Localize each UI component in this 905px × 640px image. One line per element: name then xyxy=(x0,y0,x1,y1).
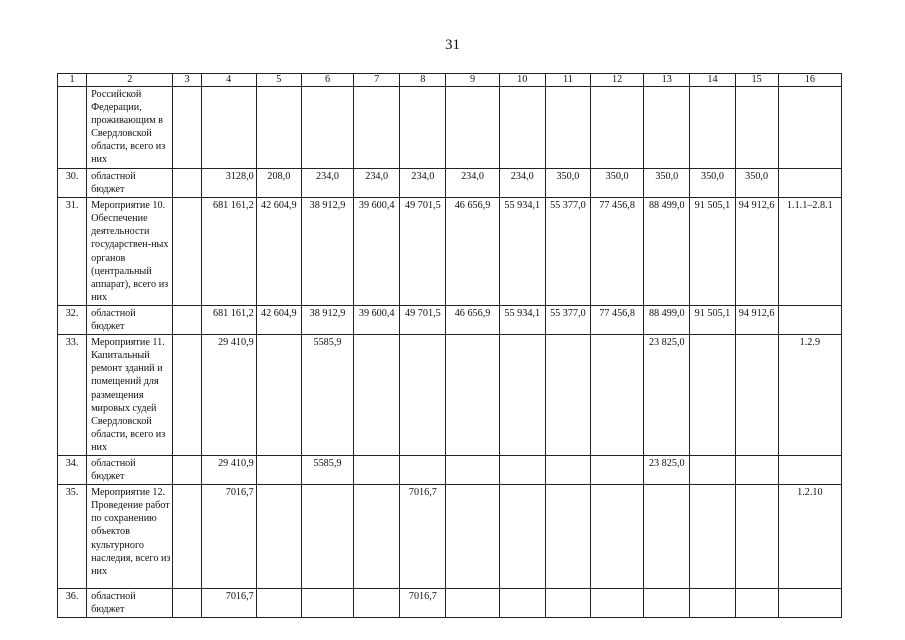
item-name-cell: областной бюджет xyxy=(87,455,173,484)
amount-cell xyxy=(201,87,256,169)
amount-cell: 49 701,5 xyxy=(400,305,446,334)
amount-cell: 49 701,5 xyxy=(400,198,446,306)
amount-cell xyxy=(735,87,778,169)
amount-cell: 7016,7 xyxy=(400,485,446,589)
amount-cell xyxy=(690,589,735,618)
column-header: 16 xyxy=(778,74,841,87)
amount-cell xyxy=(173,169,201,198)
budget-table xyxy=(57,73,842,618)
amount-cell: 42 604,9 xyxy=(256,198,301,306)
column-header: 5 xyxy=(256,74,301,87)
target-code-cell xyxy=(778,87,841,169)
amount-cell xyxy=(499,335,545,456)
column-header: 12 xyxy=(590,74,643,87)
amount-cell: 55 934,1 xyxy=(499,198,545,306)
target-code-cell xyxy=(778,169,841,198)
amount-cell: 7016,7 xyxy=(400,589,446,618)
amount-cell xyxy=(590,485,643,589)
amount-cell: 681 161,2 xyxy=(201,198,256,306)
table-row xyxy=(58,198,842,306)
amount-cell xyxy=(446,87,499,169)
amount-cell: 23 825,0 xyxy=(644,335,690,456)
amount-cell: 94 912,6 xyxy=(735,305,778,334)
amount-cell xyxy=(690,455,735,484)
page-number: 31 xyxy=(445,37,460,53)
amount-cell xyxy=(590,455,643,484)
amount-cell xyxy=(446,485,499,589)
amount-cell xyxy=(173,305,201,334)
amount-cell xyxy=(735,335,778,456)
amount-cell: 350,0 xyxy=(690,169,735,198)
table-row xyxy=(58,455,842,484)
amount-cell: 46 656,9 xyxy=(446,305,499,334)
amount-cell xyxy=(256,455,301,484)
amount-cell xyxy=(735,589,778,618)
row-number-cell: 36. xyxy=(58,589,87,618)
amount-cell: 77 456,8 xyxy=(590,305,643,334)
amount-cell xyxy=(690,335,735,456)
amount-cell xyxy=(301,485,353,589)
column-header: 11 xyxy=(545,74,590,87)
column-header: 9 xyxy=(446,74,499,87)
amount-cell: 208,0 xyxy=(256,169,301,198)
item-name-cell: Мероприятие 12. Проведение работ по сохранению объектов культурного наследия, всего из них xyxy=(87,485,173,589)
amount-cell xyxy=(256,335,301,456)
amount-cell xyxy=(354,455,400,484)
amount-cell xyxy=(446,335,499,456)
amount-cell: 55 377,0 xyxy=(545,305,590,334)
amount-cell xyxy=(256,589,301,618)
amount-cell: 88 499,0 xyxy=(644,305,690,334)
amount-cell: 55 934,1 xyxy=(499,305,545,334)
column-header: 1 xyxy=(58,74,87,87)
amount-cell xyxy=(173,455,201,484)
amount-cell: 234,0 xyxy=(499,169,545,198)
row-number-cell xyxy=(58,87,87,169)
table-row xyxy=(58,485,842,589)
amount-cell xyxy=(735,485,778,589)
item-name-cell: областной бюджет xyxy=(87,589,173,618)
table-row xyxy=(58,305,842,334)
column-number-row xyxy=(58,74,842,87)
amount-cell: 29 410,9 xyxy=(201,455,256,484)
amount-cell xyxy=(499,87,545,169)
amount-cell: 38 912,9 xyxy=(301,305,353,334)
amount-cell: 7016,7 xyxy=(201,589,256,618)
amount-cell xyxy=(400,455,446,484)
row-number-cell: 35. xyxy=(58,485,87,589)
amount-cell xyxy=(400,87,446,169)
amount-cell: 39 600,4 xyxy=(354,198,400,306)
amount-cell xyxy=(590,87,643,169)
amount-cell xyxy=(644,485,690,589)
item-name-cell: областной бюджет xyxy=(87,305,173,334)
table-row xyxy=(58,87,842,169)
amount-cell: 94 912,6 xyxy=(735,198,778,306)
amount-cell xyxy=(173,589,201,618)
amount-cell: 77 456,8 xyxy=(590,198,643,306)
amount-cell xyxy=(545,589,590,618)
amount-cell xyxy=(545,87,590,169)
amount-cell: 39 600,4 xyxy=(354,305,400,334)
item-name-cell: Мероприятие 11. Капитальный ремонт зданий и помещений для размещения мировых судей Свердловской области, всего из них xyxy=(87,335,173,456)
item-name-cell: Российской Федерации, проживающим в Свердловской области, всего из них xyxy=(87,87,173,169)
amount-cell: 46 656,9 xyxy=(446,198,499,306)
amount-cell: 5585,9 xyxy=(301,335,353,456)
amount-cell xyxy=(354,87,400,169)
column-header: 13 xyxy=(644,74,690,87)
target-code-cell: 1.2.9 xyxy=(778,335,841,456)
amount-cell xyxy=(644,589,690,618)
amount-cell xyxy=(590,589,643,618)
amount-cell: 42 604,9 xyxy=(256,305,301,334)
row-number-cell: 31. xyxy=(58,198,87,306)
item-name-cell: Мероприятие 10. Обеспечение деятельности государствен-ных органов (центральный аппарат), всего из них xyxy=(87,198,173,306)
amount-cell xyxy=(400,335,446,456)
column-header: 8 xyxy=(400,74,446,87)
amount-cell: 38 912,9 xyxy=(301,198,353,306)
amount-cell: 350,0 xyxy=(590,169,643,198)
table-row xyxy=(58,335,842,456)
column-header: 14 xyxy=(690,74,735,87)
amount-cell: 234,0 xyxy=(446,169,499,198)
amount-cell xyxy=(446,589,499,618)
amount-cell xyxy=(354,335,400,456)
row-number-cell: 30. xyxy=(58,169,87,198)
table-row xyxy=(58,589,842,618)
table-row xyxy=(58,169,842,198)
amount-cell xyxy=(545,335,590,456)
amount-cell xyxy=(499,589,545,618)
row-number-cell: 33. xyxy=(58,335,87,456)
column-header: 7 xyxy=(354,74,400,87)
row-number-cell: 32. xyxy=(58,305,87,334)
item-name-cell: областной бюджет xyxy=(87,169,173,198)
amount-cell: 3128,0 xyxy=(201,169,256,198)
amount-cell xyxy=(173,198,201,306)
amount-cell: 91 505,1 xyxy=(690,305,735,334)
amount-cell xyxy=(690,485,735,589)
target-code-cell: 1.2.10 xyxy=(778,485,841,589)
row-number-cell: 34. xyxy=(58,455,87,484)
amount-cell: 55 377,0 xyxy=(545,198,590,306)
amount-cell: 350,0 xyxy=(545,169,590,198)
amount-cell xyxy=(354,589,400,618)
amount-cell xyxy=(173,335,201,456)
amount-cell: 234,0 xyxy=(354,169,400,198)
column-header: 15 xyxy=(735,74,778,87)
amount-cell: 23 825,0 xyxy=(644,455,690,484)
amount-cell xyxy=(590,335,643,456)
amount-cell: 350,0 xyxy=(735,169,778,198)
amount-cell: 350,0 xyxy=(644,169,690,198)
amount-cell: 91 505,1 xyxy=(690,198,735,306)
amount-cell xyxy=(545,485,590,589)
column-header: 10 xyxy=(499,74,545,87)
amount-cell xyxy=(446,455,499,484)
amount-cell xyxy=(173,485,201,589)
column-header: 2 xyxy=(87,74,173,87)
column-header: 4 xyxy=(201,74,256,87)
amount-cell: 681 161,2 xyxy=(201,305,256,334)
amount-cell xyxy=(545,455,590,484)
amount-cell xyxy=(499,485,545,589)
target-code-cell: 1.1.1–2.8.1 xyxy=(778,198,841,306)
column-header: 6 xyxy=(301,74,353,87)
amount-cell xyxy=(256,485,301,589)
amount-cell: 5585,9 xyxy=(301,455,353,484)
amount-cell: 88 499,0 xyxy=(644,198,690,306)
column-header: 3 xyxy=(173,74,201,87)
amount-cell xyxy=(690,87,735,169)
target-code-cell xyxy=(778,305,841,334)
amount-cell xyxy=(173,87,201,169)
amount-cell: 234,0 xyxy=(301,169,353,198)
amount-cell: 29 410,9 xyxy=(201,335,256,456)
amount-cell xyxy=(301,589,353,618)
amount-cell: 7016,7 xyxy=(201,485,256,589)
amount-cell: 234,0 xyxy=(400,169,446,198)
amount-cell xyxy=(644,87,690,169)
target-code-cell xyxy=(778,589,841,618)
amount-cell xyxy=(301,87,353,169)
amount-cell xyxy=(354,485,400,589)
amount-cell xyxy=(735,455,778,484)
amount-cell xyxy=(256,87,301,169)
target-code-cell xyxy=(778,455,841,484)
amount-cell xyxy=(499,455,545,484)
